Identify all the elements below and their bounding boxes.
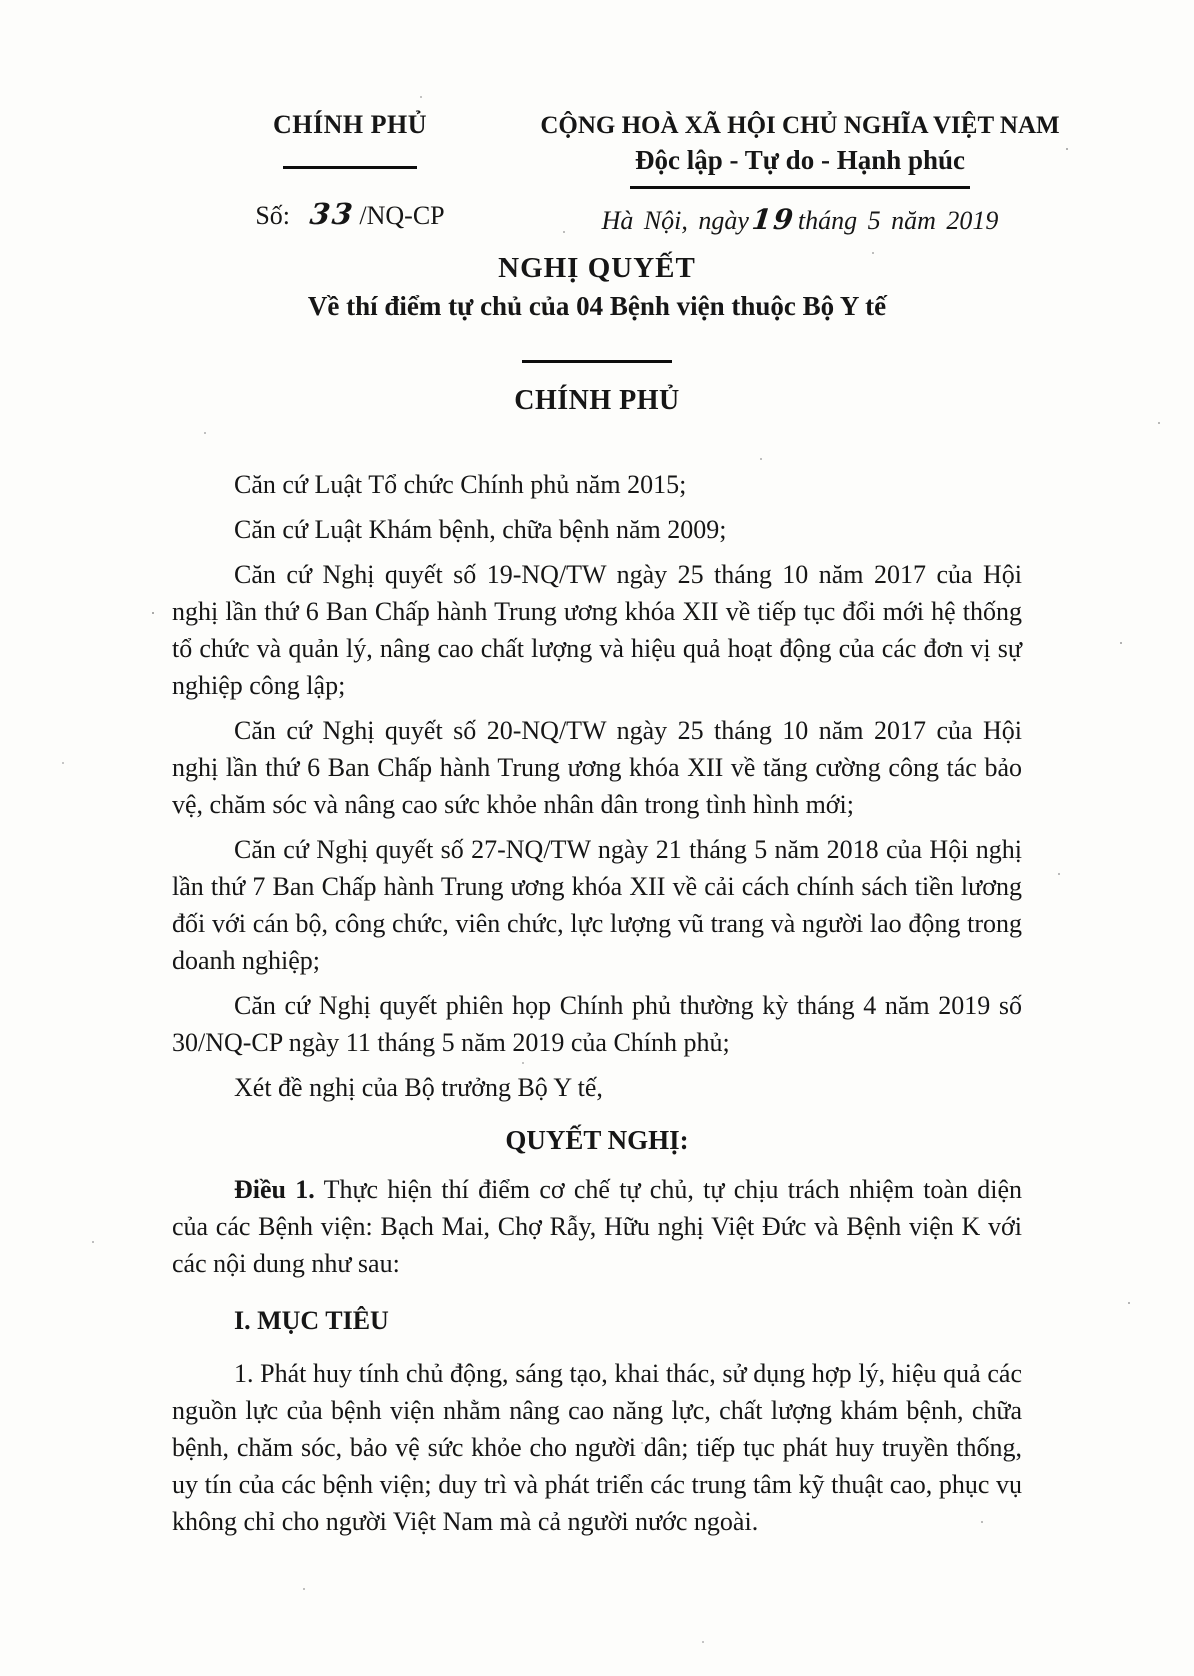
motto-underline [630,186,970,189]
date-suffix: tháng 5 năm 2019 [797,206,999,235]
preamble-paragraph: Căn cứ Nghị quyết phiên họp Chính phủ thường kỳ tháng 4 năm 2019 số 30/NQ-CP ngày 11 tháng 5 năm 2019 của Chính phủ; [172,991,1022,1057]
preamble-paragraph: Căn cứ Nghị quyết số 27-NQ/TW ngày 21 tháng 5 năm 2018 của Hội nghị lần thứ 7 Ban Chấp hành Trung ương khóa XII về cải cách chính sách tiền lương đối với cán bộ, công chức, viên chức, lực lượng vũ trang và người lao động trong doanh nghiệp; [172,835,1022,975]
number-suffix: /NQ-CP [359,201,445,230]
preamble-paragraph: Căn cứ Nghị quyết số 20-NQ/TW ngày 25 tháng 10 năm 2017 của Hội nghị lần thứ 6 Ban Chấp hành Trung ương khóa XII về tăng cường công tác bảo vệ, chăm sóc và nâng cao sức khỏe nhân dân trong tình hình mới; [172,716,1022,819]
scan-noise [0,0,2,2]
issuing-body: CHÍNH PHỦ [514,385,680,416]
section-1-heading: I. MỤC TIÊU [234,1306,389,1335]
document-subject: Về thí điểm tự chủ của 04 Bệnh viện thuộc Bộ Y tế [307,291,887,321]
issuer-underline [283,166,417,169]
national-block [508,112,1092,236]
preamble-paragraph: Căn cứ Nghị quyết số 19-NQ/TW ngày 25 tháng 10 năm 2017 của Hội nghị lần thứ 6 Ban Chấp hành Trung ương khóa XII về tiếp tục đổi mới hệ thống tổ chức và quản lý, nâng cao chất lượng và hiệu quả hoạt động của các đơn vị sự nghiệp công lập; [172,560,1022,700]
document-body [172,466,1022,1548]
issuer-name: CHÍNH PHỦ [273,110,427,139]
title-block [0,252,1194,417]
number-handwritten: 33 [308,197,357,231]
section-1-item: 1. Phát huy tính chủ động, sáng tạo, khai thác, sử dụng hợp lý, hiệu quả các nguồn lực của bệnh viện nhằm nâng cao năng lực, chất lượng khám bệnh, chữa bệnh, chăm sóc, bảo vệ sức khỏe cho người dân; tiếp tục phát huy truyền thống, uy tín của các bệnh viện; duy trì và phát triển các trung tâm kỹ thuật cao, phục vụ không chỉ cho người Việt Nam mà cả người nước ngoài. [172,1359,1022,1536]
article-1-paragraph [172,1171,1022,1282]
national-motto: Độc lập - Tự do - Hạnh phúc [634,145,966,175]
place-date [508,203,1092,236]
issuer-block [226,110,474,231]
article-1-label: Điều 1. [234,1175,315,1204]
document-type: NGHỊ QUYẾT [498,252,696,284]
date-prefix: Hà Nội, ngày [601,206,749,235]
preamble-paragraph: Xét đề nghị của Bộ trưởng Bộ Y tế, [234,1073,603,1102]
title-divider [522,360,672,363]
article-1-text: Thực hiện thí điểm cơ chế tự chủ, tự chịu trách nhiệm toàn diện của các Bệnh viện: Bạch Mai, Chợ Rẫy, Hữu nghị Việt Đức và Bệnh viện K với các nội dung như sau: [172,1175,1022,1278]
resolution-heading: QUYẾT NGHỊ: [505,1125,689,1155]
preamble-paragraph: Căn cứ Luật Tổ chức Chính phủ năm 2015; [234,470,687,499]
country-name: CỘNG HOÀ XÃ HỘI CHỦ NGHĨA VIỆT NAM [540,112,1060,139]
document-number [226,197,474,231]
number-label: Số: [255,201,291,230]
date-day-handwritten: 19 [750,203,797,236]
preamble-paragraph: Căn cứ Luật Khám bệnh, chữa bệnh năm 2009; [234,515,727,544]
